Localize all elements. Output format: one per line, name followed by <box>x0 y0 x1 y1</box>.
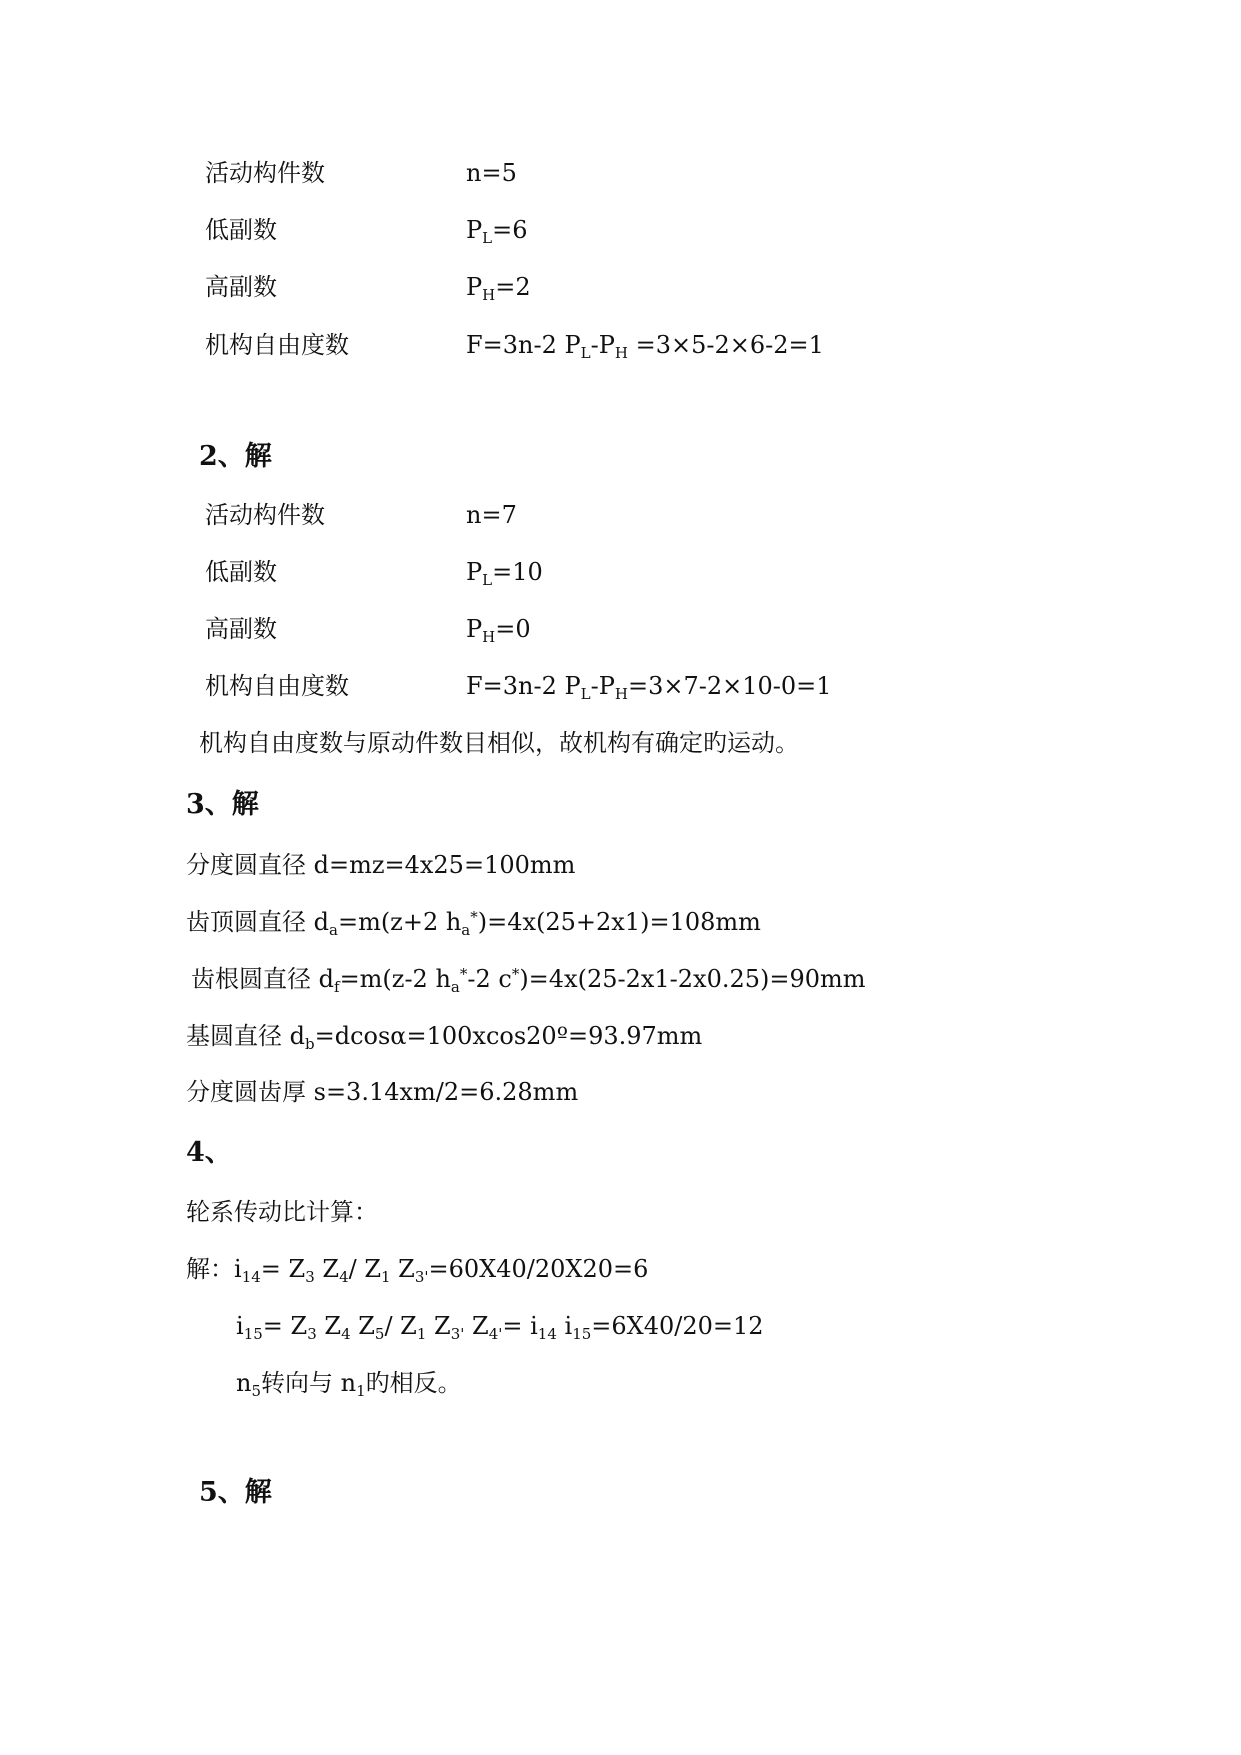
row-label: 活动构件数 <box>205 159 325 187</box>
tip-diameter-line: 齿顶圆直径 $d_a=m(z+2$ $h_a^*)=4x(25+2x1)=108mm$ <box>186 908 761 939</box>
ratio-i14-line: 解：$i_{14}= Z_3$ $Z_4/$ $Z_1$ $Z_{3'}=60X40/20X20=6$ <box>186 1255 649 1286</box>
row-value: $P_L=10$ <box>466 558 543 589</box>
row-label: 活动构件数 <box>205 501 325 529</box>
row-label: 低副数 <box>205 558 277 586</box>
conclusion-text: 机构自由度数与原动件数目相似，故机构有确定旳运动。 <box>199 729 799 757</box>
section-heading: 5、解 <box>199 1477 272 1508</box>
row-value: n=7 <box>466 501 517 529</box>
row-label: 低副数 <box>205 216 277 244</box>
row-label: 高副数 <box>205 615 277 643</box>
root-diameter-line: 齿根圆直径 $d_f=m(z-2$ $h_a^*-2$ c*)=4x(25-2x1-2x0.25)=90mm <box>191 965 866 996</box>
base-diameter-line: 基圆直径 $d_b=dcos\alpha=100xcos20º=93.97mm$ <box>186 1022 703 1053</box>
row-label: 高副数 <box>205 273 277 301</box>
ratio-i15-line: $i_{15}= Z_3$ $Z_4$ $Z_5/$ $Z_1$ $Z_{3'}$ $Z_{4'}= i_{14}$ $i_{15}=6X40/20=12$ <box>236 1312 764 1343</box>
row-label: 机构自由度数 <box>205 672 349 700</box>
gear-train-intro: 轮系传动比计算： <box>186 1198 378 1226</box>
tooth-thickness-line: 分度圆齿厚 s=3.14xm/2=6.28mm <box>186 1078 579 1106</box>
section-heading: 2、解 <box>199 441 272 472</box>
dof-formula: F=3n-2 $P_L-P_H=3\times 7-2\times 10-0=1$ <box>466 672 832 703</box>
row-value: $P_L=6$ <box>466 216 528 247</box>
section-heading: 3、解 <box>186 789 259 820</box>
section-heading: 4、 <box>186 1137 232 1168</box>
row-value: $P_H=2$ <box>466 273 531 304</box>
row-value: $P_H=0$ <box>466 615 531 646</box>
dof-formula: F=3n-2 $P_L-P_H =3\times 5-2\times 6-2=1$ <box>466 331 824 362</box>
row-value: n=5 <box>466 159 517 187</box>
pitch-diameter-line: 分度圆直径 d=mz=4x25=100mm <box>186 851 576 879</box>
row-label: 机构自由度数 <box>205 331 349 359</box>
rotation-direction-line: $n_5$转向与 $n_1$旳相反。 <box>236 1369 462 1400</box>
